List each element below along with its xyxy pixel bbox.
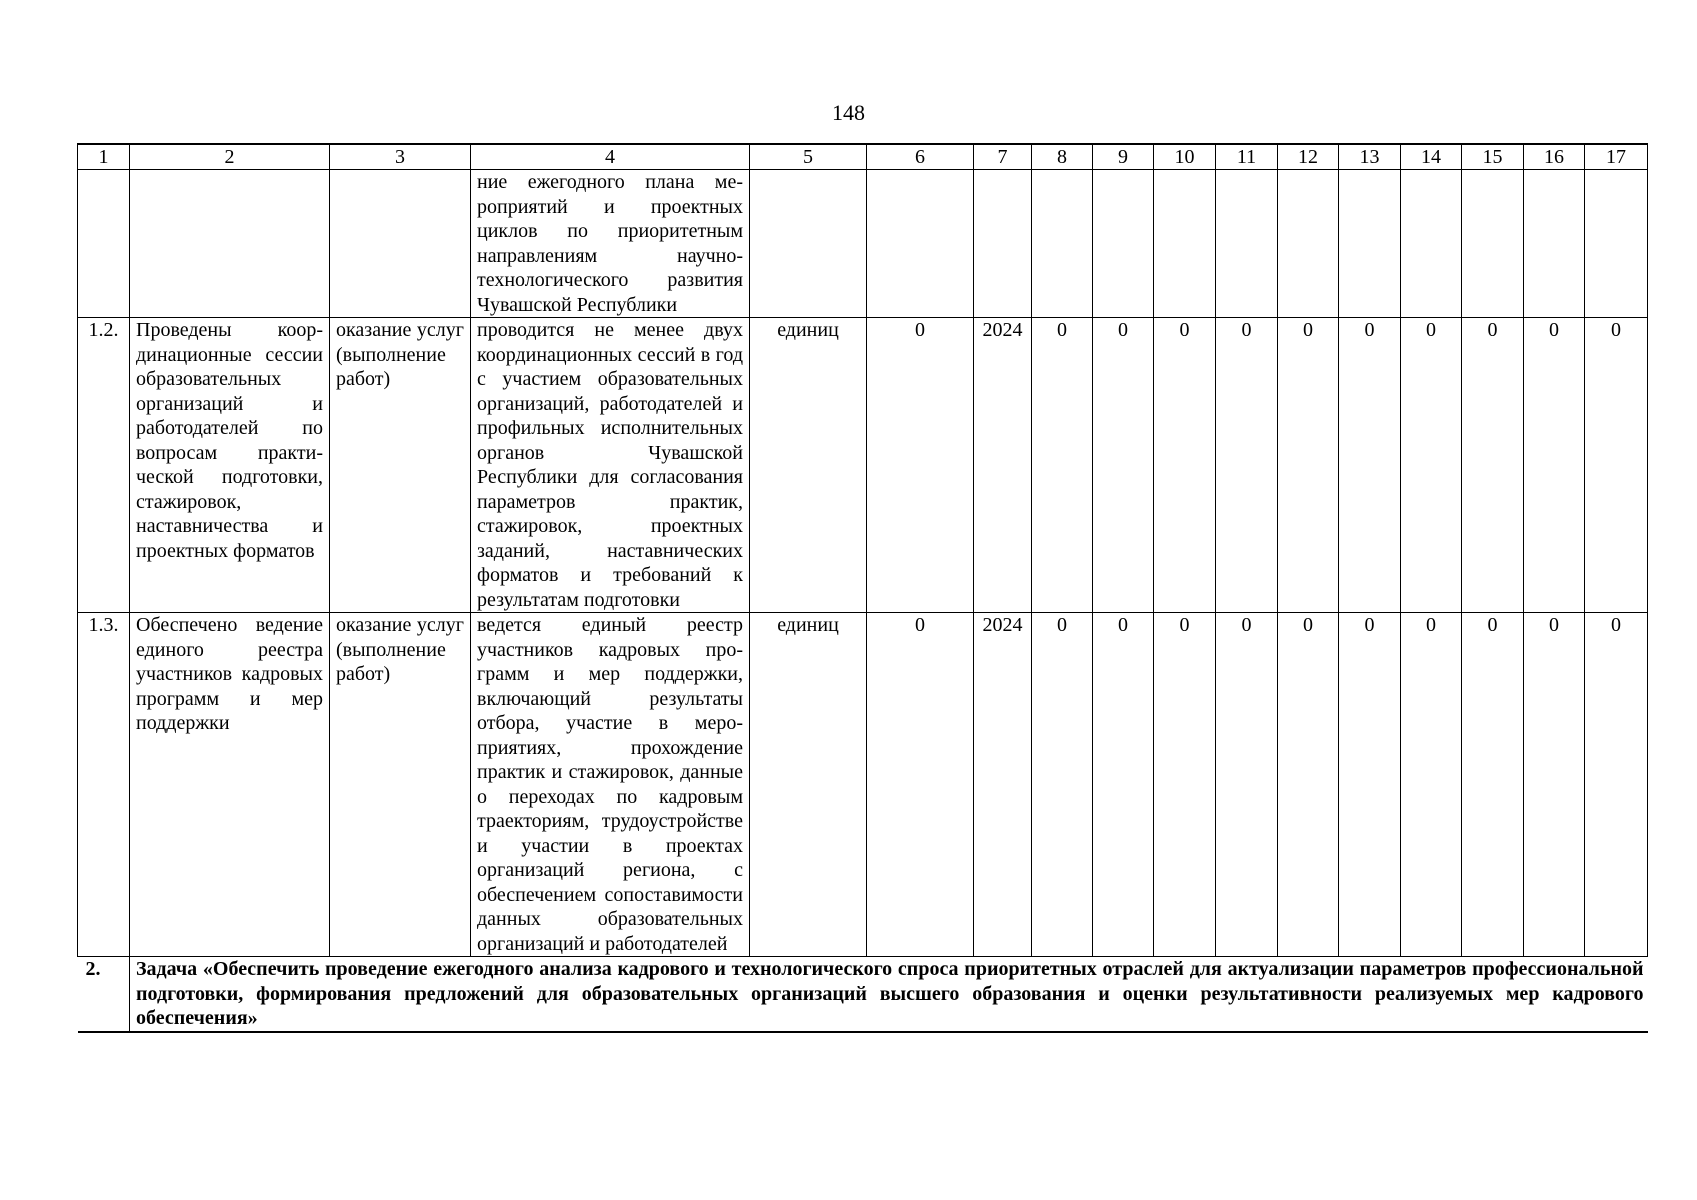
col-number: 2	[130, 144, 330, 170]
base-value: 0	[867, 318, 974, 613]
col-number: 15	[1462, 144, 1524, 170]
result-name: Обеспечено ведение единого реестра участников кадровых программ и мер поддержки	[130, 613, 330, 957]
continuation-row	[78, 170, 1648, 318]
year-value: 0	[1032, 613, 1093, 957]
year-value: 0	[1462, 318, 1524, 613]
year-value: 0	[1216, 318, 1278, 613]
page-number: 148	[832, 100, 865, 125]
table-row	[78, 318, 1648, 613]
task-row	[78, 957, 1648, 1032]
col-number: 13	[1339, 144, 1401, 170]
col-number: 14	[1401, 144, 1462, 170]
col-number: 1	[78, 144, 130, 170]
year-value: 0	[1585, 613, 1648, 957]
col-number: 3	[330, 144, 471, 170]
year-value: 0	[1401, 613, 1462, 957]
year-value: 0	[1278, 613, 1339, 957]
col-number: 6	[867, 144, 974, 170]
col-number: 16	[1524, 144, 1585, 170]
year-value: 0	[1154, 613, 1216, 957]
table-row	[78, 613, 1648, 957]
col-number: 11	[1216, 144, 1278, 170]
unit: единиц	[750, 318, 867, 613]
continuation-description: ние ежегодного плана мероприятий и проектных циклов по приоритетным направлениям научно-технологического развития Чувашской Республики	[471, 170, 750, 318]
col-number: 17	[1585, 144, 1648, 170]
year-value: 0	[1585, 318, 1648, 613]
year-value: 0	[1401, 318, 1462, 613]
year-value: 0	[1462, 613, 1524, 957]
year-value: 0	[1524, 613, 1585, 957]
year-value: 0	[1339, 613, 1401, 957]
row-number: 1.2.	[78, 318, 130, 613]
task-text: Задача «Обеспечить проведение ежегодного анализа кадрового и технологического спроса приоритетных отраслей для актуализации параметров профессиональной подготовки, формирования предложений для образовательных организаций высшего образования и оценки результативности реализуемых мер кадрового обеспечения»	[130, 957, 1648, 1032]
year-value: 0	[1216, 613, 1278, 957]
col-number: 12	[1278, 144, 1339, 170]
col-number: 9	[1093, 144, 1154, 170]
indicators-table	[77, 143, 1648, 1033]
col-number: 10	[1154, 144, 1216, 170]
result-description: проводится не менее двух координационных сессий в год с участием образовательных организаций, работодателей и профильных исполнительных органов Чувашской Республики для согласования параметров практик, стажировок, проектных заданий, наставнических форматов и требований к результатам подготовки	[471, 318, 750, 613]
col-number: 7	[974, 144, 1032, 170]
base-year: 2024	[974, 318, 1032, 613]
year-value: 0	[1032, 318, 1093, 613]
year-value: 0	[1093, 613, 1154, 957]
year-value: 0	[1524, 318, 1585, 613]
year-value: 0	[1154, 318, 1216, 613]
unit: единиц	[750, 613, 867, 957]
row-number: 1.3.	[78, 613, 130, 957]
base-year: 2024	[974, 613, 1032, 957]
result-description: ведется единый реестр участников кадровых программ и мер поддержки, включающий результаты отбора, участие в мероприятиях, прохождение практик и стажировок, данные о переходах по кадровым траекториям, трудоустройстве и участии в проектах организаций региона, с обеспечением сопоставимости данных образовательных организаций и работодателей	[471, 613, 750, 957]
col-number: 4	[471, 144, 750, 170]
base-value: 0	[867, 613, 974, 957]
result-type: оказание услуг (выполнение работ)	[330, 613, 471, 957]
col-number: 5	[750, 144, 867, 170]
task-number: 2.	[78, 957, 130, 1032]
column-number-row	[78, 144, 1648, 170]
year-value: 0	[1093, 318, 1154, 613]
year-value: 0	[1339, 318, 1401, 613]
result-type: оказание услуг (выполнение работ)	[330, 318, 471, 613]
result-name: Проведены координационные сессии образовательных организаций и работодателей по вопросам практической подготовки, стажировок, наставничества и проектных форматов	[130, 318, 330, 613]
year-value: 0	[1278, 318, 1339, 613]
col-number: 8	[1032, 144, 1093, 170]
